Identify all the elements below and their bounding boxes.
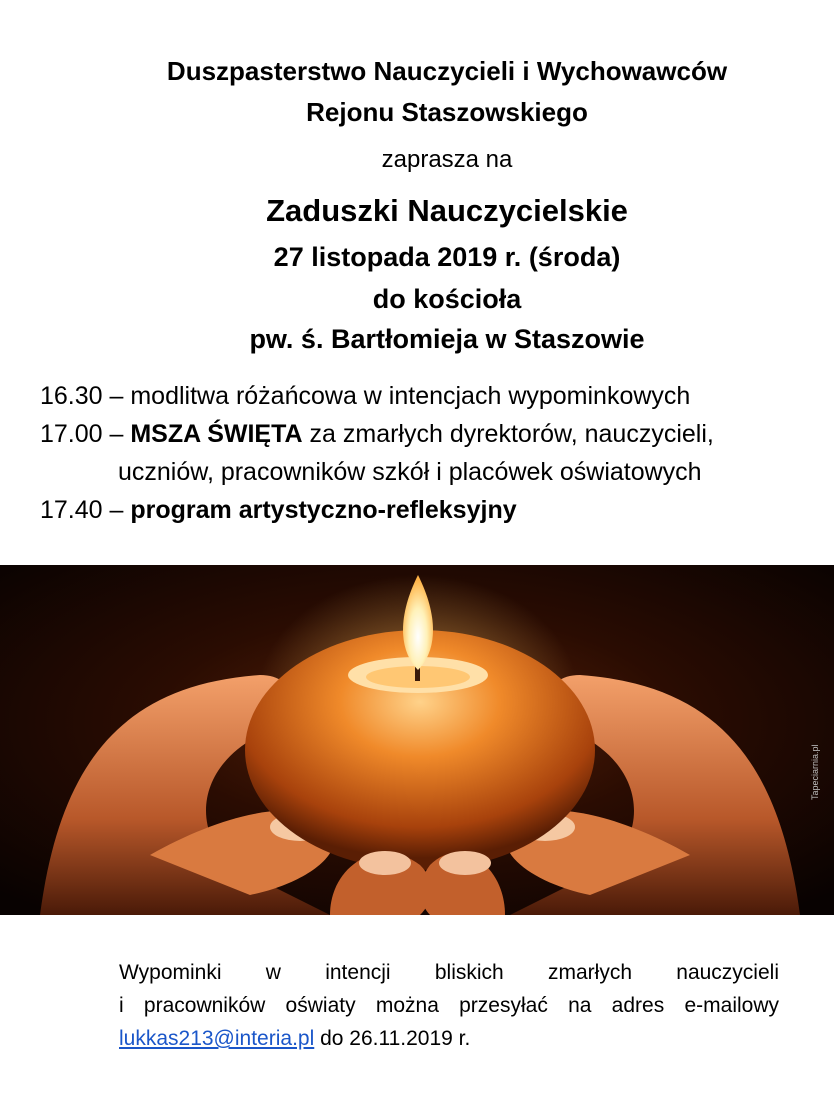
schedule-text: za zmarłych dyrektorów, nauczycieli, [302, 420, 714, 448]
footer-line-2: i pracowników oświaty można przesyłać na adres e-mailowy [119, 994, 779, 1017]
schedule-bold: MSZA ŚWIĘTA [130, 420, 303, 448]
candle-illustration [0, 565, 834, 915]
watermark: Tapeciarnia.pl [810, 744, 820, 800]
event-place-line-1: do kościoła [372, 284, 522, 314]
email-link[interactable]: lukkas213@interia.pl [119, 1027, 315, 1050]
footer-line-1: Wypominki w intencji bliskich zmarłych nauczycieli [119, 961, 779, 984]
schedule-bold: program artystyczno-refleksyjny [130, 496, 517, 524]
schedule-item [40, 491, 800, 529]
schedule-time: 16.30 [40, 382, 103, 410]
schedule-dash: – [102, 496, 131, 524]
organizer-line-2: Rejonu Staszowskiego [306, 97, 588, 127]
schedule-item [40, 415, 800, 453]
schedule-time: 17.00 [40, 420, 103, 448]
event-place-line-2: pw. ś. Bartłomieja w Staszowie [249, 324, 645, 354]
schedule-continuation: uczniów, pracowników szkół i placówek oświatowych [118, 458, 702, 486]
schedule-dash: – [102, 382, 131, 410]
schedule-time: 17.40 [40, 496, 103, 524]
footer-deadline: do 26.11.2019 r. [314, 1027, 471, 1050]
schedule [40, 377, 800, 529]
event-date: 27 listopada 2019 r. (środa) [273, 242, 621, 272]
schedule-text: modlitwa różańcowa w intencjach wypominkowych [130, 382, 691, 410]
schedule-dash: – [102, 420, 131, 448]
event-title: Zaduszki Nauczycielskie [266, 193, 628, 228]
invite-text: zaprasza na [381, 146, 513, 173]
candle-photo [0, 565, 834, 915]
footer-line-3 [119, 1022, 779, 1055]
schedule-item [40, 377, 800, 415]
footer-note [119, 956, 779, 1055]
organizer-line-1: Duszpasterstwo Nauczycieli i Wychowawców [166, 56, 728, 86]
